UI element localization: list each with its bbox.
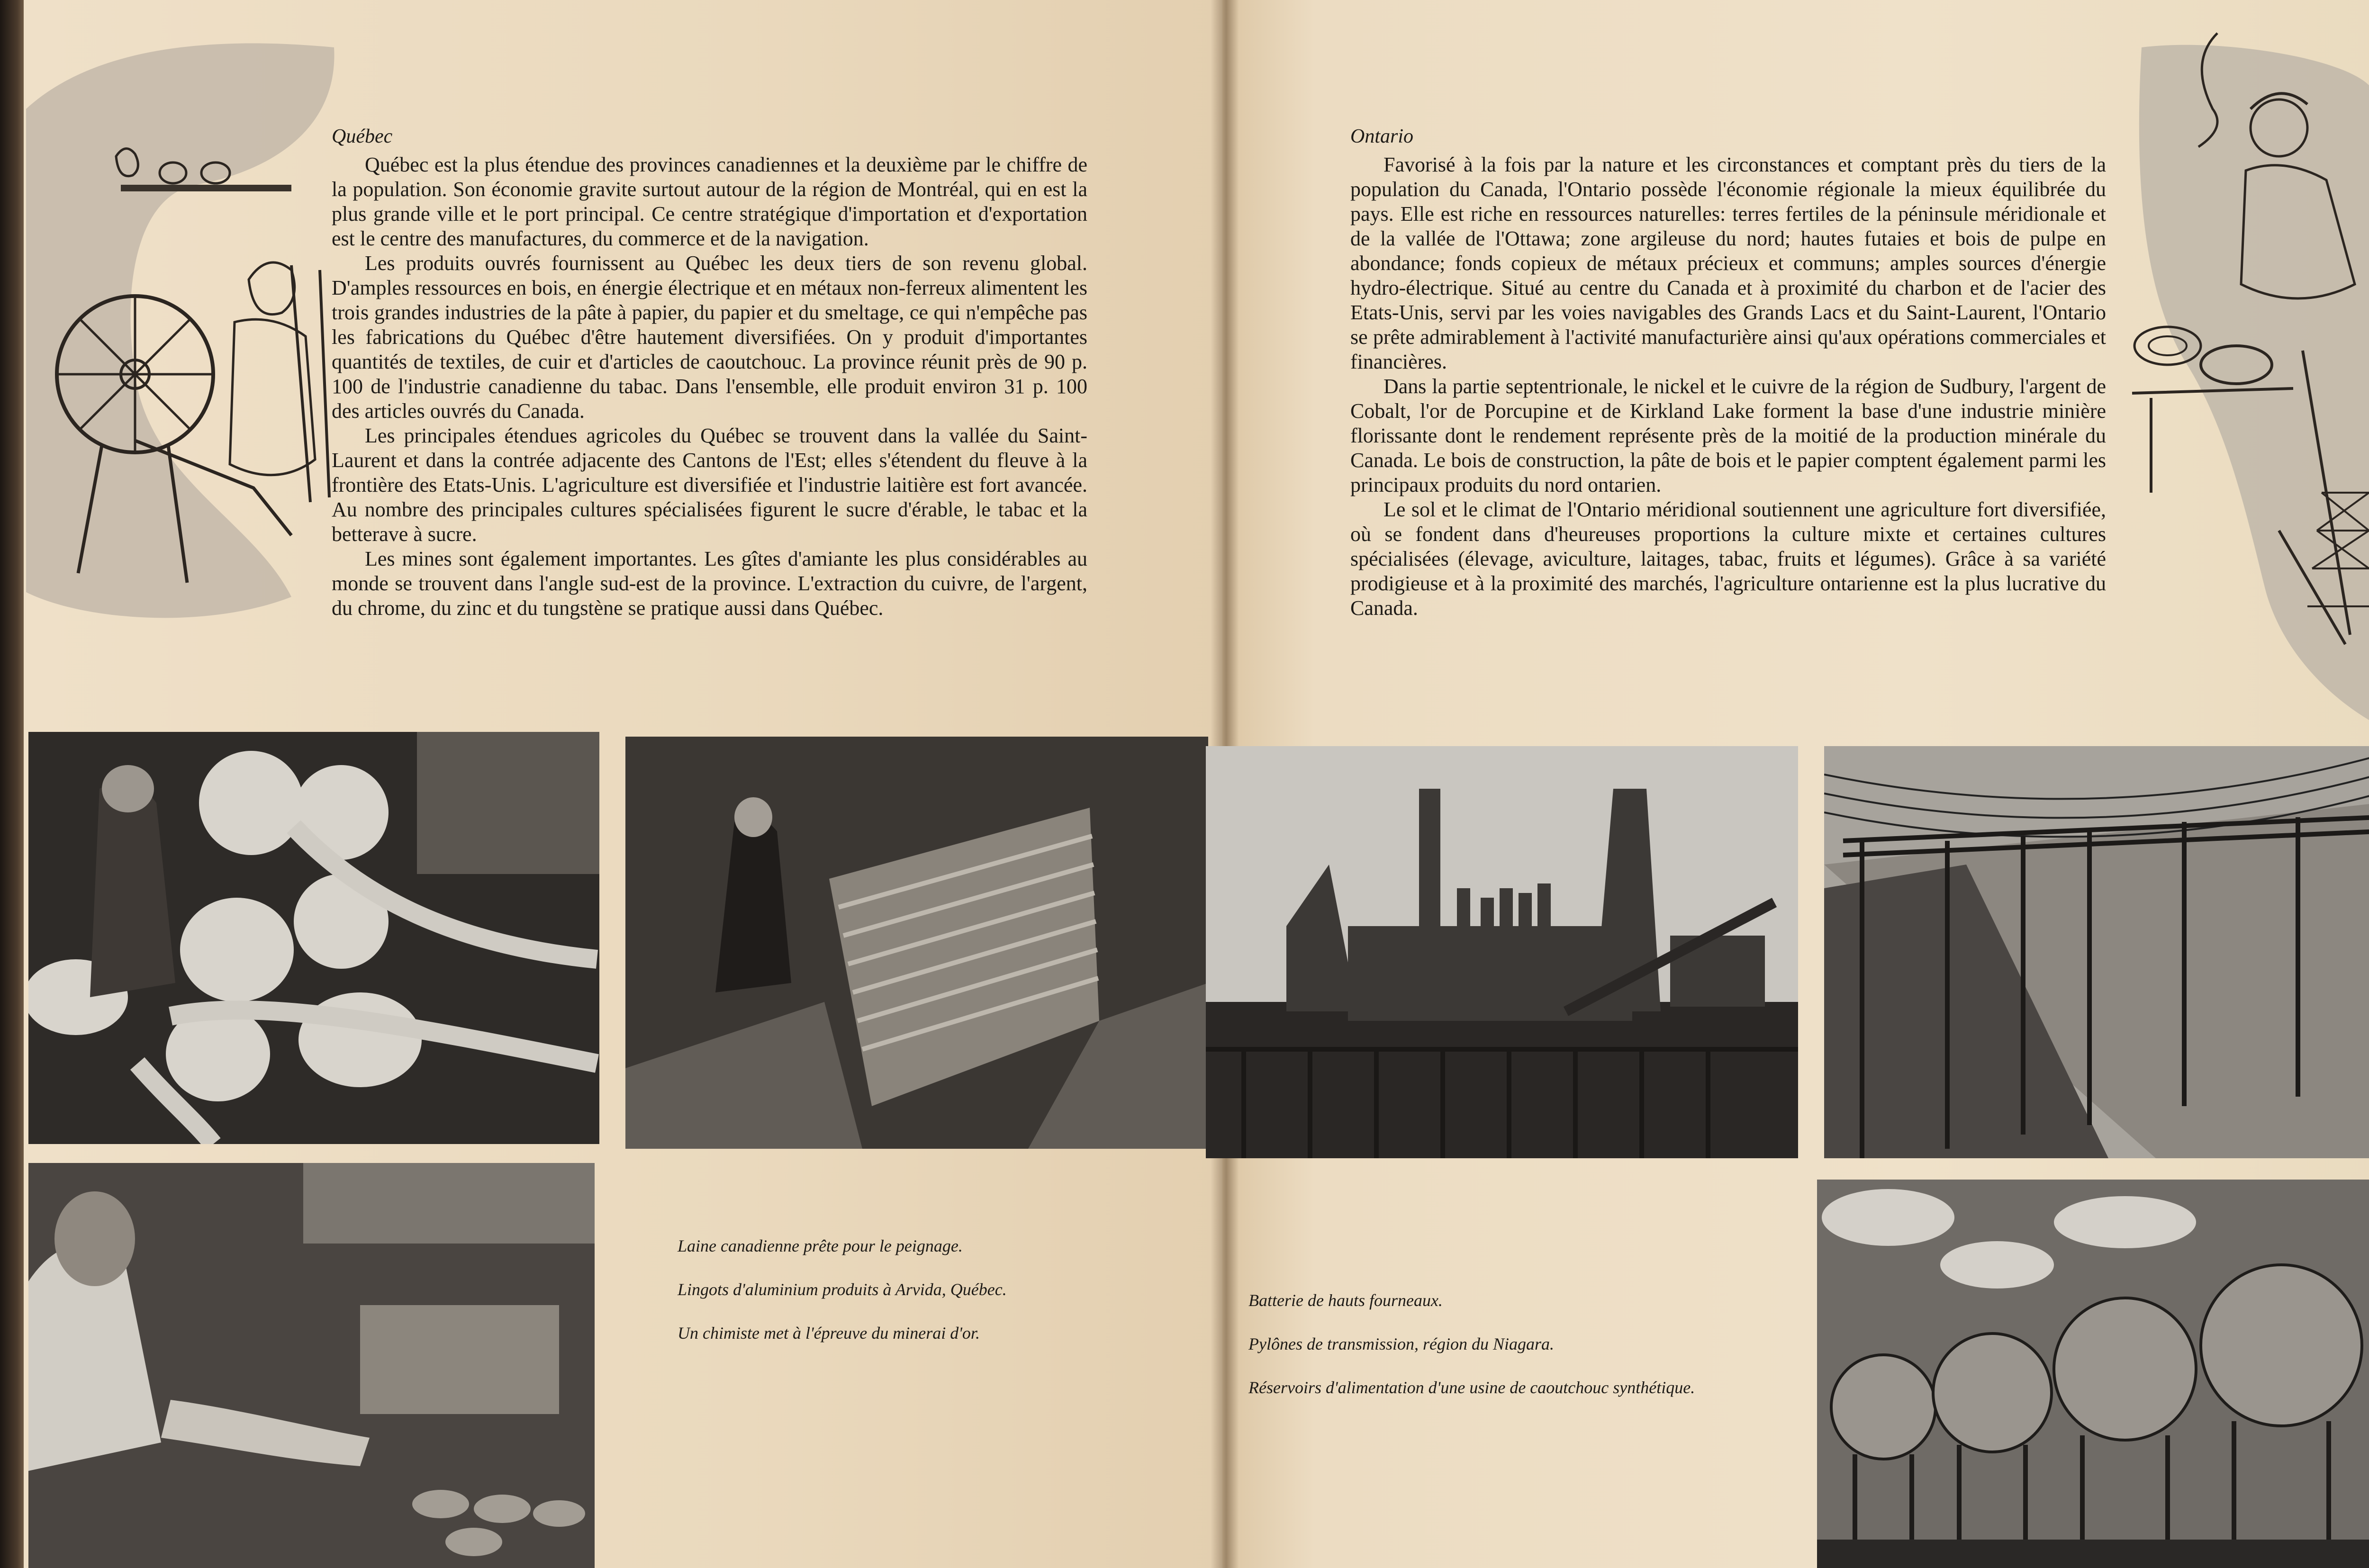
caption-wool: Laine canadienne prête pour le peignage.	[678, 1236, 963, 1255]
quebec-paragraph-1: Québec est la plus étendue des provinces canadiennes et la deuxième par le chiffre de la population. Son économie gravite surtout autour de la région de Montréal, qui en est la plus grande ville et le port principal. Ce centre stratégique d'importation et d'exportation est le centre des manufactures, du commerce et de la navigation.	[332, 153, 1087, 250]
chemist-photo	[28, 1163, 595, 1568]
caption-pylons: Pylônes de transmission, région du Niagara.	[1248, 1334, 1554, 1353]
caption-ingots: Lingots d'aluminium produits à Arvida, Québec.	[678, 1280, 1007, 1299]
right-captions	[1248, 1291, 1826, 1422]
caption-furnaces: Batterie de hauts fourneaux.	[1248, 1291, 1443, 1310]
wool-photo	[28, 732, 599, 1144]
quebec-paragraph-3: Les principales étendues agricoles du Québec se trouvent dans la vallée du Saint-Laurent et dans la contrée adjacente des Cantons de l'Est; elles s'étendent du fleuve à la frontière des Etats-Unis. L'agriculture est diversifiée et l'industrie laitière est fort avancée. Au nombre des principales cultures spécialisées figurent le sucre d'érable, le tabac et la betterave à sucre.	[332, 424, 1087, 546]
ontario-paragraph-1: Favorisé à la fois par la nature et les circonstances et comptant près du tiers de la population du Canada, l'Ontario possède l'économie régionale la mieux équilibrée du pays. Elle est riche en ressources naturelles: terres fertiles de la péninsule méridionale et de la vallée de l'Ottawa; zone argileuse du nord; hautes futaies et bois de pulpe en abondance; fonds copieux de métaux précieux et communs; amples sources d'énergie hydro-électrique. Situé au centre du Canada et à proximité du charbon et de l'acier des Etats-Unis, servi par les voies navigables des Grands Lacs et du Saint-Laurent, l'Ontario se prête admirablement à l'activité manufacturière ainsi qu'aux opérations commerciales et financières.	[1350, 153, 2106, 373]
ontario-paragraph-3: Le sol et le climat de l'Ontario méridional soutiennent une agriculture fort diversifiée, où se fondent dans d'heureuses proportions la culture mixte et certaines cultures spécialisées (élevage, aviculture, laitages, tabac, fruits et légumes). Grâce à sa variété prodigieuse et à la proximité des marchés, l'agriculture ontarienne est la plus lucrative du Canada.	[1350, 498, 2106, 620]
ontario-heading: Ontario	[1350, 126, 1414, 147]
rubber-tanks-photo	[1817, 1180, 2369, 1568]
ontario-article	[1350, 124, 2106, 621]
cooking-woman-illustration	[2123, 19, 2369, 720]
quebec-paragraph-2: Les produits ouvrés fournissent au Québec les deux tiers de son revenu global. D'amples ressources en bois, en énergie électrique et en métaux non-ferreux alimentent les trois grandes industries de la pâte à papier, du papier et du smeltage, ce qui n'empêche pas les fabrications du Québec d'être hautement diversifiées. On y produit d'importantes quantités de textiles, de cuir et d'articles de caoutchouc. La province réunit près de 90 p. 100 de l'industrie canadienne du tabac. Dans l'ensemble, elle produit environ 31 p. 100 des articles ouvrés du Canada.	[332, 252, 1087, 423]
spinning-wheel-illustration	[26, 14, 353, 630]
quebec-article	[332, 124, 1087, 621]
ontario-paragraph-2: Dans la partie septentrionale, le nickel et le cuivre de la région de Sudbury, l'argent de Cobalt, l'or de Porcupine et de Kirkland Lake forment la base d'une industrie minière florissante dont le rendement représente près de la moitié de la production minérale du Canada. Le bois de construction, la pâte de bois et le papier comptent également parmi les principaux produits du nord ontarien.	[1350, 375, 2106, 496]
caption-tanks: Réservoirs d'alimentation d'une usine de caoutchouc synthétique.	[1248, 1378, 1695, 1397]
blast-furnaces-photo	[1206, 746, 1798, 1158]
pylons-photo	[1824, 746, 2369, 1158]
caption-chemist: Un chimiste met à l'épreuve du minerai d'or.	[678, 1324, 980, 1343]
left-captions	[678, 1236, 1199, 1367]
quebec-paragraph-4: Les mines sont également importantes. Les gîtes d'amiante les plus considérables au monde se trouvent dans l'angle sud-est de la province. L'extraction du cuivre, de l'argent, du chrome, du zinc et du tungstène se pratique aussi dans Québec.	[332, 547, 1087, 620]
quebec-heading: Québec	[332, 126, 393, 147]
aluminium-ingots-photo	[625, 737, 1208, 1149]
